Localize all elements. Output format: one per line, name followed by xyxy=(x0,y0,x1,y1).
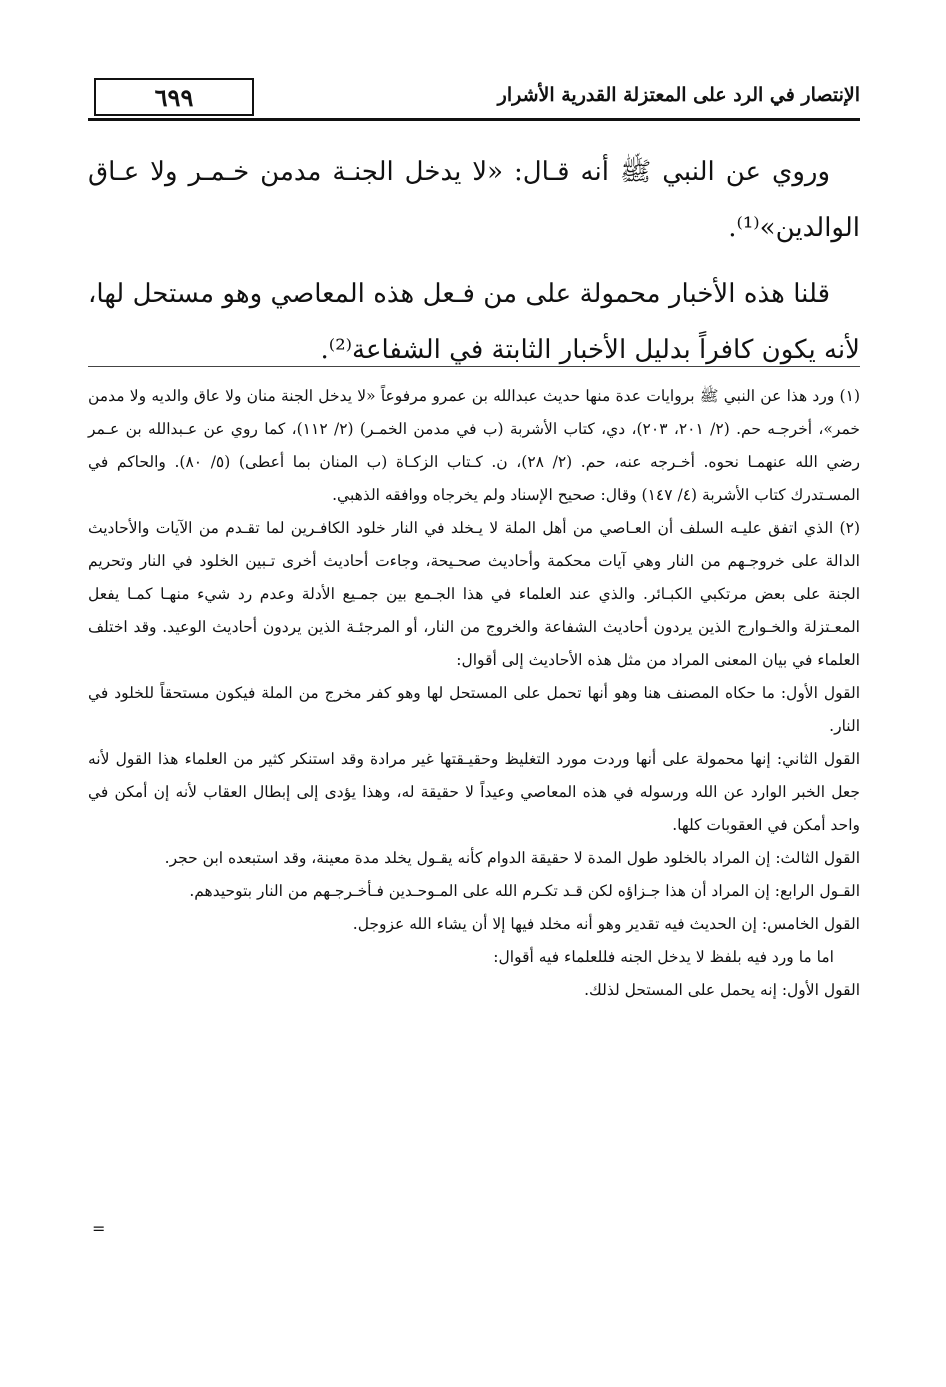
footnote-opinion: القـول الرابع: إن المراد أن هذا جـزاؤه لكن قـد تكـرم الله على المـوحـدين فـأخـرجـهم من النار بتوحيدهم. xyxy=(189,882,860,900)
footnote-opinion: القول الأول: ما حكاه المصنف هنا وهو أنها تحمل على المستحل لها وهو كفر مخرج من الملة فيكون مستحقاً للخلود في النار. xyxy=(88,684,860,735)
footnote-opinion: القول الخامس: إن الحديث فيه تقدير وهو أنه مخلد فيها إلا أن يشاء الله عزوجل. xyxy=(352,915,860,933)
continuation-mark: = xyxy=(92,1219,106,1238)
footnote-opinion: القول الأول: إنه يحمل على المستحل لذلك. xyxy=(584,981,860,999)
main-text xyxy=(88,144,860,378)
footnote-2: (٢) الذي اتفق عليـه السلف أن العـاصي من أهل الملة لا يـخلد في النار خلود الكافـرين لما تقـدم من الآيات والأحاديث الدالة على خروجـهم من النار وهي آيات محكمة وأحاديث صحـيحة، وجاءت أحاديث أخرى تـبين الخلود في النار وتحريم الجنة على بعض مرتكبي الكبـائر. والذي عند العلماء في هذا الجـمع بين جمـيع الأدلة وعدم رد شيء منهـا كمـا يفعل المعـتزلة والخـوارج الذين يردون أحاديث الشفاعة والخروج من النار، أو المرجئـة الذين يردون أحاديث الوعيد. وقد اختلف العلماء في بيان المعنى المراد من مثل هذه الأحاديث إلى أقوال: xyxy=(88,519,860,669)
footnote-opinion: القول الثاني: إنها محمولة على أنها وردت مورد التغليظ وحقيـقتها غير مرادة وقد استنكر كثير من العلماء هذا القول لأنه جعل الخبر الوارد عن الله ورسوله في هذه المعاصي وعيداً لا حقيقة له، وهذا يؤدى إلى إبطال العقاب لأنه إن أمكن في واحد أمكن في العقوبات كلها. xyxy=(88,750,860,834)
header-rule xyxy=(88,118,860,121)
main-paragraph: قلنا هذه الأخبار محمولة على من فـعل هذه المعاصي وهو مستحل لها، لأنه يكون كافراً بدليل الأخبار الثابتة في الشفاعة⁽²⁾. xyxy=(88,279,860,365)
footnote-note: اما ما ورد فيه بلفظ لا يدخل الجنه فللعلماء فيه أقوال: xyxy=(493,948,834,966)
page-number: ٦٩٩ xyxy=(94,78,254,116)
running-title: الإنتصار في الرد على المعتزلة القدرية الأشرار xyxy=(497,84,860,106)
main-paragraph: وروي عن النبي ﷺ أنه قـال: «لا يدخل الجنـة مدمن خـمـر ولا عـاق الوالدين»⁽¹⁾. xyxy=(88,157,860,243)
page-header xyxy=(88,74,860,120)
footnotes xyxy=(88,380,860,1007)
footnote-separator xyxy=(88,366,860,367)
footnote-1: (١) ورد هذا عن النبي ﷺ بروايات عدة منها حديث عبدالله بن عمرو مرفوعاً «لا يدخل الجنة منان ولا عاق والديه ولا مدمن خمر»، أخرجـه حم. (٢/ ٢٠١، ٢٠٣)، دي، كتاب الأشربة (ب في مدمن الخمـر) (٢/ ١١٢)، كما روي عن عـبدالله بن عـمر رضي الله عنهمـا نحوه. أخـرجه عنه، حم. (٢/ ٢٨)، ن. كـتاب الزكـاة (ب المنان بما أعطى) (٥/ ٨٠). والحاكم في المسـتدرك كتاب الأشربة (٤/ ١٤٧) وقال: صحيح الإسناد ولم يخرجاه ووافقه الذهبي. xyxy=(88,387,860,504)
footnote-opinion: القول الثالث: إن المراد بالخلود طول المدة لا حقيقة الدوام كأنه يقـول يخلد مدة معينة، وقد استبعده ابن حجر. xyxy=(164,849,860,867)
